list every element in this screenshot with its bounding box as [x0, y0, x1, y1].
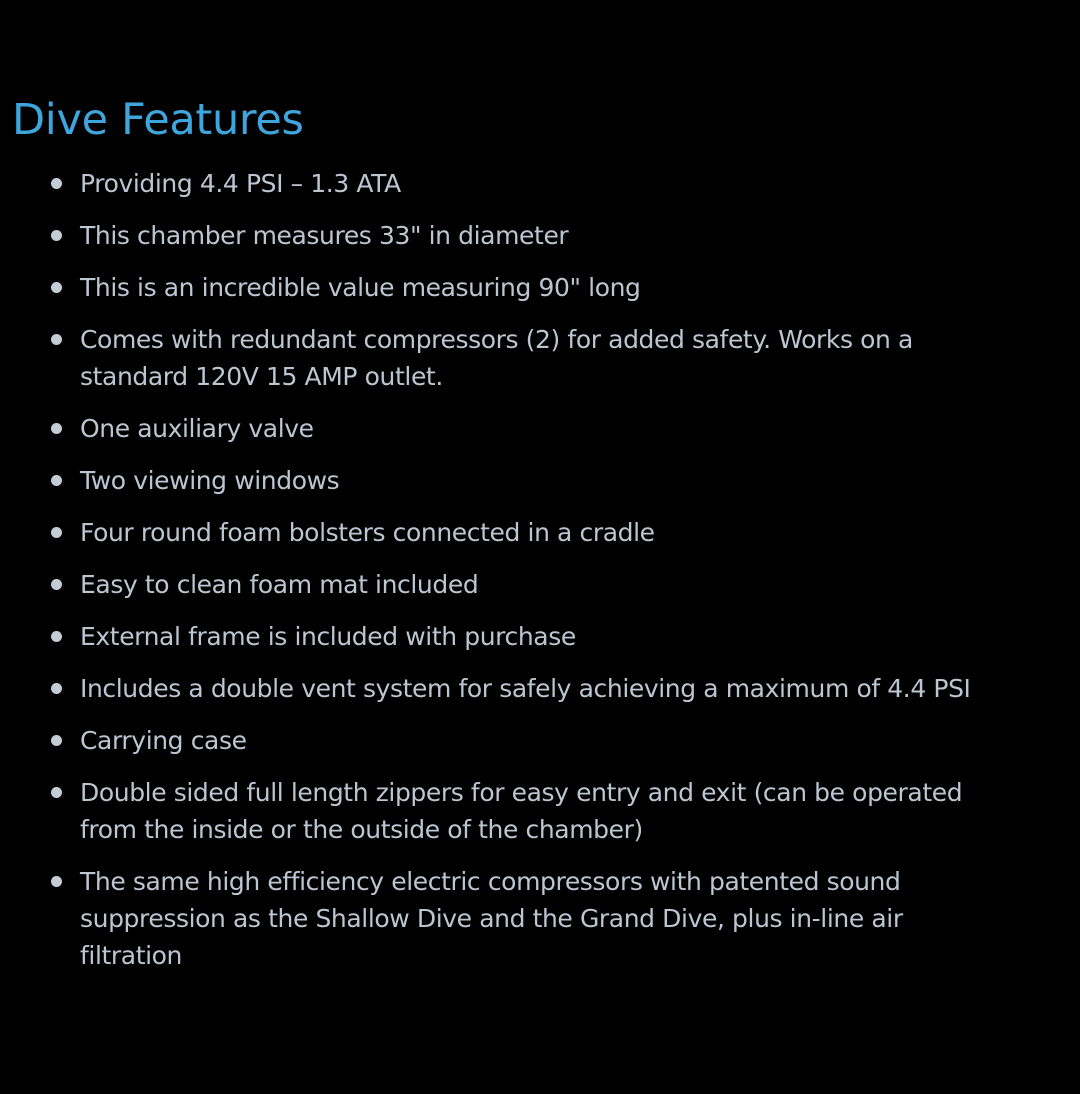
feature-item [46, 269, 1006, 306]
feature-text: Two viewing windows [80, 466, 340, 495]
feature-item [46, 722, 1006, 759]
bullet-icon [51, 527, 62, 538]
feature-item [46, 670, 1006, 707]
feature-text: One auxiliary valve [80, 414, 314, 443]
feature-item [46, 863, 1006, 974]
feature-text: Providing 4.4 PSI – 1.3 ATA [80, 169, 401, 198]
feature-text: Easy to clean foam mat included [80, 570, 479, 599]
feature-item [46, 618, 1006, 655]
feature-item [46, 462, 1006, 499]
feature-text: External frame is included with purchase [80, 622, 576, 651]
bullet-icon [51, 282, 62, 293]
bullet-icon [51, 423, 62, 434]
bullet-icon [51, 876, 62, 887]
bullet-icon [51, 683, 62, 694]
feature-text: Double sided full length zippers for easy entry and exit (can be operated from the inside or the outside of the chamber) [80, 778, 963, 844]
bullet-icon [51, 787, 62, 798]
bullet-icon [51, 475, 62, 486]
feature-text: Includes a double vent system for safely achieving a maximum of 4.4 PSI [80, 674, 971, 703]
bullet-icon [51, 735, 62, 746]
feature-text: This is an incredible value measuring 90" long [80, 273, 641, 302]
feature-item [46, 514, 1006, 551]
feature-item [46, 217, 1006, 254]
feature-item [46, 165, 1006, 202]
bullet-icon [51, 334, 62, 345]
feature-text: Carrying case [80, 726, 247, 755]
feature-list [46, 165, 1006, 989]
section-title: Dive Features [12, 95, 304, 145]
feature-item [46, 774, 1006, 848]
feature-text: Four round foam bolsters connected in a cradle [80, 518, 655, 547]
feature-text: Comes with redundant compressors (2) for added safety. Works on a standard 120V 15 AMP outlet. [80, 325, 913, 391]
feature-text: The same high efficiency electric compressors with patented sound suppression as the Shallow Dive and the Grand Dive, plus in-line air filtration [80, 867, 903, 970]
bullet-icon [51, 230, 62, 241]
feature-text: This chamber measures 33" in diameter [80, 221, 569, 250]
bullet-icon [51, 579, 62, 590]
feature-item [46, 321, 1006, 395]
feature-item [46, 410, 1006, 447]
feature-item [46, 566, 1006, 603]
bullet-icon [51, 178, 62, 189]
bullet-icon [51, 631, 62, 642]
